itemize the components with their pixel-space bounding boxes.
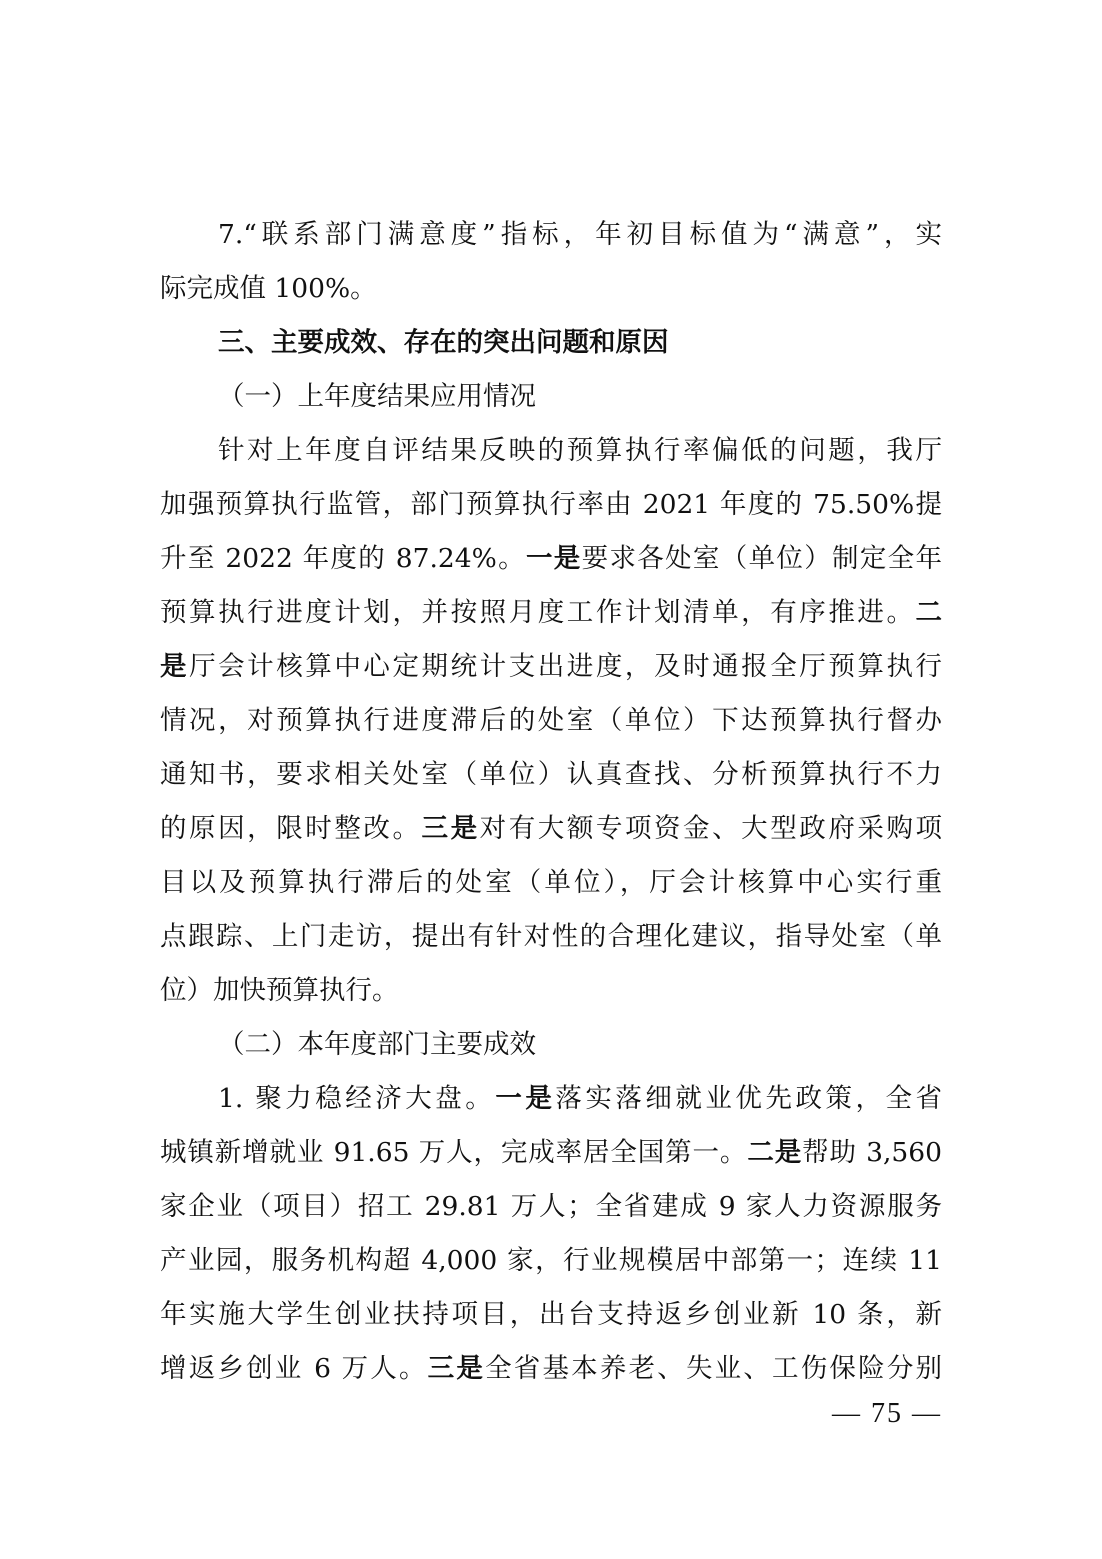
paragraph-line: 加强预算执行监管，部门预算执行率由 2021 年度的 75.50%提 — [160, 489, 942, 520]
emphasis: 是 — [160, 651, 190, 682]
paragraph-line: 的原因，限时整改。三是对有大额专项资金、大型政府采购项 — [160, 813, 943, 844]
paragraph-line: 位）加快预算执行。 — [160, 975, 399, 1006]
section-heading: 三、主要成效、存在的突出问题和原因 — [218, 327, 669, 358]
paragraph-line: 增返乡创业 6 万人。三是全省基本养老、失业、工伤保险分别 — [160, 1353, 943, 1384]
paragraph-line: 针对上年度自评结果反映的预算执行率偏低的问题，我厅 — [218, 435, 942, 466]
paragraph-line: 目以及预算执行滞后的处室（单位），厅会计核算中心实行重 — [160, 867, 942, 898]
paragraph-line: 点跟踪、上门走访，提出有针对性的合理化建议，指导处室（单 — [160, 921, 942, 952]
emphasis: 三是 — [421, 813, 480, 844]
emphasis: 三是 — [427, 1353, 486, 1384]
item7-line2: 际完成值 100%。 — [160, 273, 377, 304]
emphasis: 一是 — [495, 1083, 556, 1114]
paragraph-line: 预算执行进度计划，并按照月度工作计划清单，有序推进。二 — [160, 597, 942, 628]
subsection2-heading: （二）本年度部门主要成效 — [218, 1029, 536, 1060]
item7-line1: 7.“联系部门满意度”指标，年初目标值为“满意”，实 — [218, 219, 942, 250]
emphasis: 二 — [915, 597, 942, 628]
subsection1-heading: （一）上年度结果应用情况 — [218, 381, 536, 412]
paragraph-line: 产业园，服务机构超 4,000 家，行业规模居中部第一；连续 11 — [160, 1245, 942, 1276]
paragraph-line: 情况，对预算执行进度滞后的处室（单位）下达预算执行督办 — [160, 705, 942, 736]
paragraph-line: 1. 聚力稳经济大盘。一是落实落细就业优先政策，全省 — [218, 1083, 943, 1114]
paragraph-line: 家企业（项目）招工 29.81 万人；全省建成 9 家人力资源服务 — [160, 1191, 942, 1222]
emphasis: 二是 — [747, 1137, 803, 1168]
paragraph-line: 年实施大学生创业扶持项目，出台支持返乡创业新 10 条，新 — [160, 1299, 942, 1330]
emphasis: 一是 — [525, 543, 582, 574]
paragraph-line: 通知书，要求相关处室（单位）认真查找、分析预算执行不力 — [160, 759, 942, 790]
paragraph-line: 城镇新增就业 91.65 万人，完成率居全国第一。二是帮助 3,560 — [160, 1137, 943, 1168]
paragraph-line: 是厅会计核算中心定期统计支出进度，及时通报全厅预算执行 — [160, 651, 943, 682]
body-text — [160, 208, 942, 1396]
page-number: — 75 — — [832, 1398, 942, 1429]
paragraph-line: 升至 2022 年度的 87.24%。一是要求各处室（单位）制定全年 — [160, 543, 943, 574]
